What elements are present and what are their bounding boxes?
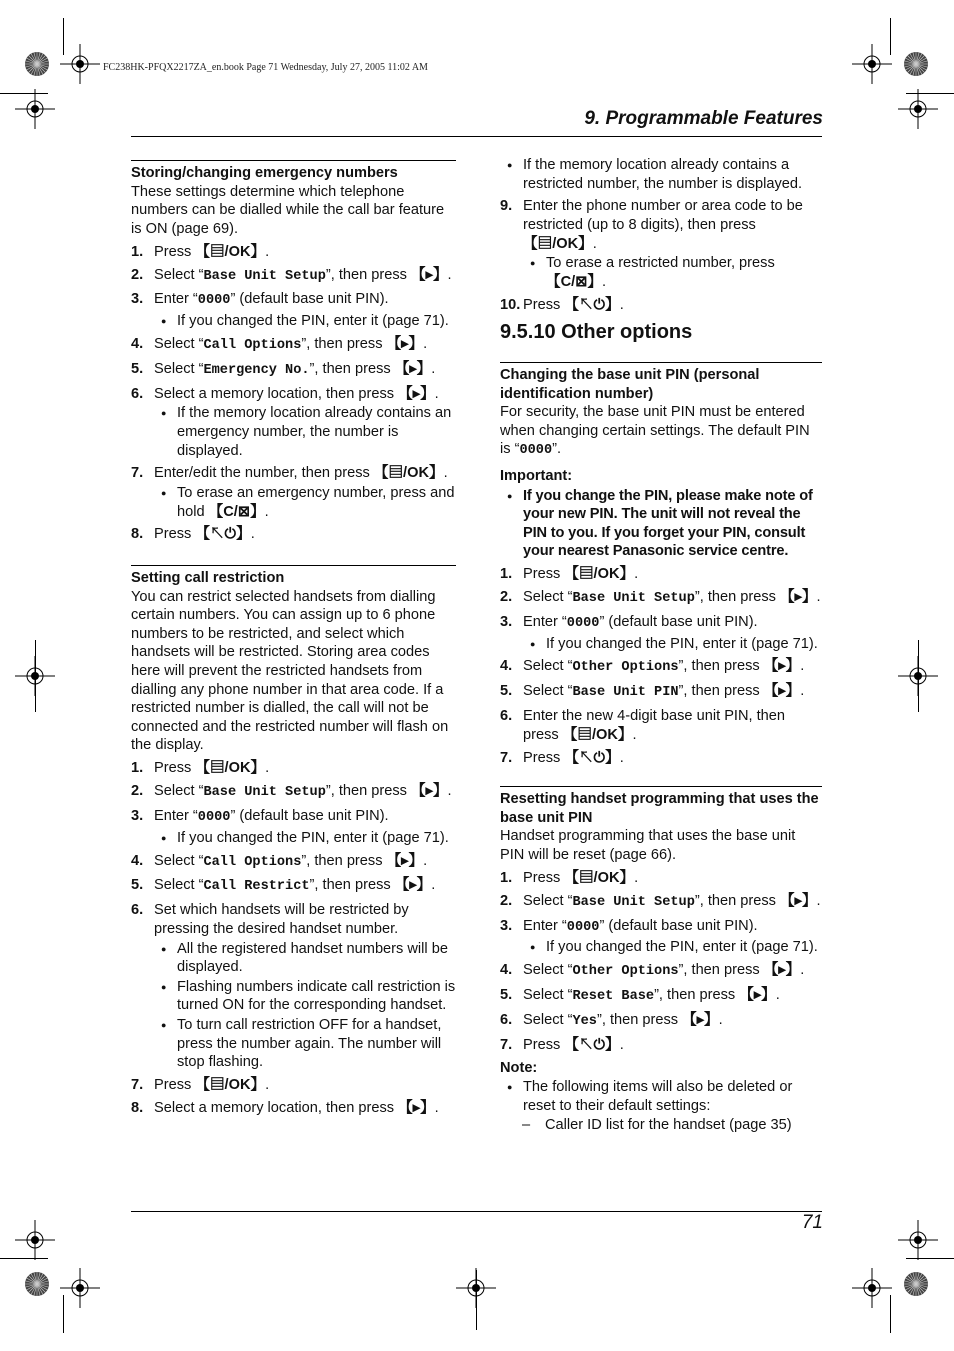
crop-mark [918,640,919,712]
steps-list [500,197,822,314]
header-rule [131,136,822,137]
steps-list [131,243,456,544]
crop-mark [63,18,64,55]
book-file-info: FC238HK-PFQX2217ZA_en.book Page 71 Wednesday, July 27, 2005 11:02 AM [103,62,428,73]
step-number: 1. [500,566,513,583]
step-number: 4. [500,658,513,675]
step-text: Select “Other Options”, then press 【▸】. [523,658,805,676]
list-item [131,807,456,847]
sub-item: ● To turn call restriction OFF for a handset, press the number again. The number will stop flashing. [154,1016,456,1072]
sub-item: ● To erase an emergency number, press and hold 【C/⊠】. [154,484,456,521]
list-item [500,961,822,982]
steps-list [131,759,456,1117]
left-column [131,160,456,1117]
step-text: Select a memory location, then press 【▸】. [154,385,439,402]
list-item [500,917,822,957]
steps-list [500,869,822,1055]
step-text: Enter “0000” (default base unit PIN). [523,613,758,631]
sub-item: ● If the memory location already contains an emergency number, the number is displayed. [154,404,456,460]
step-text: Enter the new 4-digit base unit PIN, then press 【▤/OK】. [523,708,786,743]
right-key-icon: 【▸】 [763,683,801,700]
right-key-icon: 【▸】 [780,892,817,909]
important-label: Important: [500,467,573,484]
step-number: 1. [131,243,144,260]
section-intro: For security, the base unit PIN must be entered when changing certain settings. The default PIN is “0000”. [500,404,810,459]
step-number: 4. [131,852,144,869]
step-number: 7. [131,1076,144,1093]
off-key-icon: 【↖⏻】 [564,296,620,313]
step-text: Press 【↖⏻】. [523,1036,624,1053]
right-key-icon: 【▸】 [398,385,435,402]
step-text: Press 【↖⏻】. [523,749,624,766]
menu-option: 0000 [566,615,600,631]
sub-item: ● To erase a restricted number, press 【C/⊠】. [523,254,822,291]
step-text: Press 【▤/OK】. [523,566,639,583]
crop-mark [906,1258,954,1259]
right-key-icon: 【▸】 [386,335,424,352]
list-item [500,197,822,291]
section-heading: Setting call restriction [131,570,285,587]
step-text: Set which handsets will be restricted by pressing the desired handset number. [154,902,409,937]
right-key-icon: 【▸】 [411,783,448,800]
list-item [500,749,822,768]
off-key-icon: 【↖⏻】 [564,1036,620,1053]
step-number: 1. [500,869,513,886]
section-heading: Resetting handset programming that uses the base unit PIN [500,791,819,826]
section-heading: Changing the base unit PIN (personal identification number) [500,366,760,402]
step-text: Press 【↖⏻】. [523,296,624,313]
right-key-icon: 【▸】 [763,962,801,979]
list-item [131,360,456,381]
step-number: 9. [500,198,513,215]
step-number: 4. [131,335,144,352]
step-text: Enter “0000” (default base unit PIN). [523,917,758,935]
step-number: 5. [500,683,513,700]
list-item [500,588,822,609]
sub-item: ● If you changed the PIN, enter it (page 71). [523,938,822,957]
menu-option: Call Options [203,337,302,353]
sub-item: ● If you changed the PIN, enter it (page 71). [523,635,822,654]
step-number: 6. [131,902,144,919]
menu-option: 0000 [197,810,231,826]
step-text: Select “Base Unit PIN”, then press 【▸】. [523,683,805,701]
right-column [500,155,822,1135]
crop-mark [0,93,48,94]
step-text: Select “Base Unit Setup”, then press 【▸】. [154,783,452,801]
ok-key-icon: 【▤/OK】 [564,566,635,583]
step-text: Enter/edit the number, then press 【▤/OK】. [154,465,448,482]
section-heading: Storing/changing emergency numbers [131,165,398,181]
step-text: Select “Reset Base”, then press 【▸】. [523,987,780,1005]
step-number: 7. [500,749,513,766]
registration-crosshair-icon [898,89,938,129]
step-text: Press 【▤/OK】. [154,760,270,777]
step-number: 8. [131,526,144,543]
step-number: 8. [131,1099,144,1116]
off-key-icon: 【↖⏻】 [564,749,620,766]
step-number: 2. [500,892,513,909]
note-text: ● The following items will also be deleted or reset to their default settings: [500,1078,822,1115]
right-key-icon: 【▸】 [411,266,448,283]
step-text: Select a memory location, then press 【▸】. [154,1099,439,1116]
sub-list [154,312,456,331]
step-text: Select “Call Restrict”, then press 【▸】. [154,877,436,895]
section-title: 9. Programmable Features [584,108,823,129]
menu-option: Call Options [203,854,302,870]
right-key-icon: 【▸】 [386,852,424,869]
right-key-icon: 【▸】 [780,589,817,606]
sub-item: ● Flashing numbers indicate call restriction is turned ON for the corresponding handset. [154,978,456,1015]
step-text: Enter “0000” (default base unit PIN). [154,808,389,826]
registration-crosshair-icon [15,1220,55,1260]
registration-rosette-icon [24,1271,50,1297]
sub-list [154,484,456,521]
list-item [131,243,456,262]
clear-key-icon: 【C/⊠】 [208,503,265,520]
right-key-icon: 【▸】 [394,360,432,377]
step-number: 5. [500,987,513,1004]
ok-key-icon: 【▤/OK】 [564,869,635,886]
menu-option: Emergency No. [203,362,310,378]
right-key-icon: 【▸】 [682,1012,719,1029]
subsection-heading: 9.5.10 Other options [500,321,693,344]
section-intro: You can restrict selected handsets from dialling certain numbers. You can assign up to 6 phone numbers to be restricted, and select which handsets will be restricted. Storing area codes here will prevent the restricted handsets from dialling any phone number in that area code. If a restricted number is dialled, the call will not be connected and the restricted number will flash on the display. [131,588,449,754]
menu-option: Call Restrict [203,879,310,895]
list-item: ● If the memory location already contains a restricted number, the number is displayed. [500,156,822,193]
step-text: Press 【▤/OK】. [154,243,270,260]
list-item [131,1099,456,1118]
crop-mark [906,93,954,94]
menu-option: Base Unit Setup [572,591,695,607]
list-item [500,296,822,315]
list-item [131,876,456,897]
steps-list [500,565,822,767]
step-number: 5. [131,360,144,377]
registration-crosshair-icon [15,89,55,129]
step-text: Select “Call Options”, then press 【▸】. [154,852,428,870]
step-number: 6. [500,1012,513,1029]
list-item [500,682,822,703]
step-text: Select “Call Options”, then press 【▸】. [154,335,428,353]
step-text: Select “Base Unit Setup”, then press 【▸】. [523,892,821,910]
sub-item: ● If you changed the PIN, enter it (page 71). [154,312,456,331]
step-number: 7. [131,465,144,482]
menu-option: Base Unit Setup [572,894,695,910]
section-intro: Handset programming that uses the base unit PIN will be reset (page 66). [500,828,796,864]
important-text: ● If you change the PIN, please make note of your new PIN. The unit will not reveal the PIN to you. If you forget your PIN, consult your nearest Panasonic service centre. [500,487,822,561]
list-item [131,852,456,873]
crop-mark [476,1270,477,1330]
ok-key-icon: 【▤/OK】 [523,235,593,252]
right-key-icon: 【▸】 [394,877,432,894]
list-item [500,892,822,913]
list-item [131,525,456,544]
list-item [500,657,822,678]
step-number: 3. [500,917,513,934]
list-item [500,1011,822,1032]
step-text: Enter “0000” (default base unit PIN). [154,291,389,309]
step-number: 3. [131,808,144,825]
list-item [500,613,822,653]
step-number: 3. [131,291,144,308]
menu-option: Base Unit Setup [203,268,326,284]
ok-key-icon: 【▤/OK】 [195,243,266,260]
list-item [131,1076,456,1095]
menu-option: Base Unit Setup [203,785,326,801]
registration-crosshair-icon [852,1268,892,1308]
sub-list [154,404,456,460]
right-key-icon: 【▸】 [398,1099,435,1116]
sub-list [154,829,456,848]
step-text: Select “Base Unit Setup”, then press 【▸】. [523,589,821,607]
registration-rosette-icon [903,51,929,77]
step-number: 2. [500,589,513,606]
sub-item: ● If you changed the PIN, enter it (page 71). [154,829,456,848]
list-item [500,986,822,1007]
list-item [131,464,456,521]
registration-rosette-icon [24,51,50,77]
section-call-restriction [131,565,456,1117]
menu-option: Yes [572,1014,597,1030]
crop-mark [890,1295,891,1333]
step-text: Enter the phone number or area code to be restricted (up to 8 digits), then press 【▤/OK】. [523,198,803,252]
step-number: 10. [500,296,521,313]
ok-key-icon: 【▤/OK】 [195,1076,266,1093]
step-number: 7. [500,1036,513,1053]
menu-option: Other Options [572,660,679,676]
section-emergency-numbers [131,160,456,544]
right-key-icon: 【▸】 [739,987,776,1004]
ok-key-icon: 【▤/OK】 [195,760,266,777]
list-item [500,565,822,584]
list-item [500,1036,822,1055]
registration-crosshair-icon [60,44,100,84]
sub-list [523,938,822,957]
menu-option: 0000 [197,293,231,309]
page-number: 71 [801,1212,823,1233]
sub-item: ● All the registered handset numbers will be displayed. [154,940,456,977]
crop-mark [63,1295,64,1333]
list-item [131,385,456,460]
step-number: 6. [500,708,513,725]
crop-mark [890,18,891,55]
footer-rule [131,1211,822,1212]
note-label: Note: [500,1059,538,1076]
list-item [500,869,822,888]
step-number: 5. [131,877,144,894]
note-subitem: – Caller ID list for the handset (page 35) [500,1116,822,1135]
sub-list [523,254,822,291]
list-item [131,782,456,803]
list-item [131,759,456,778]
step-number: 1. [131,760,144,777]
menu-option: Base Unit PIN [572,685,679,701]
step-number: 4. [500,962,513,979]
step-number: 3. [500,613,513,630]
menu-option: Reset Base [572,989,655,1005]
registration-rosette-icon [903,1271,929,1297]
list-item [131,335,456,356]
sub-list [523,635,822,654]
right-key-icon: 【▸】 [763,658,801,675]
crop-mark [35,640,36,712]
list-item [500,707,822,744]
step-text: Press 【▤/OK】. [154,1076,270,1093]
registration-crosshair-icon [60,1268,100,1308]
off-key-icon: 【↖⏻】 [195,526,251,543]
ok-key-icon: 【▤/OK】 [373,465,444,482]
menu-option: Other Options [572,964,679,980]
list-item [131,901,456,1071]
step-number: 2. [131,783,144,800]
registration-crosshair-icon [852,44,892,84]
menu-option: 0000 [566,919,600,935]
step-text: Press 【▤/OK】. [523,869,639,886]
step-text: Press 【↖⏻】. [154,526,255,543]
step-number: 6. [131,385,144,402]
sub-list [154,940,456,1072]
clear-key-icon: 【C/⊠】 [546,273,603,290]
section-reset-handset [500,786,822,1135]
section-intro: These settings determine which telephone numbers can be dialled while the call bar feature is ON (page 69). [131,183,445,237]
step-text: Select “Emergency No.”, then press 【▸】. [154,360,436,378]
step-text: Select “Base Unit Setup”, then press 【▸】. [154,266,452,284]
registration-crosshair-icon [898,1220,938,1260]
section-change-pin [500,362,822,767]
list-item [131,290,456,330]
list-item [131,266,456,287]
ok-key-icon: 【▤/OK】 [562,726,633,743]
step-text: Select “Yes”, then press 【▸】. [523,1012,723,1030]
step-text: Select “Other Options”, then press 【▸】. [523,962,805,980]
step-number: 2. [131,266,144,283]
crop-mark [0,1258,48,1259]
